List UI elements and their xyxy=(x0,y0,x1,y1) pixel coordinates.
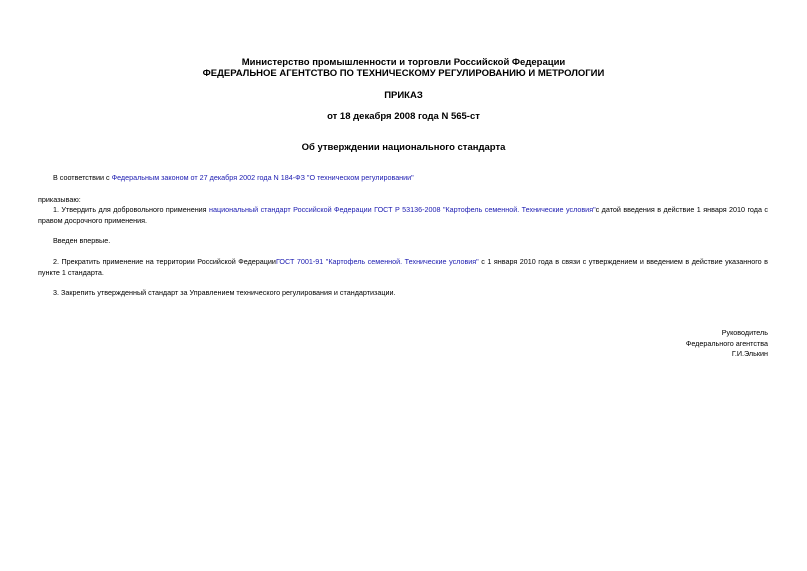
item-1-suffix: с датой введения в действие 1 января 2010 года с правом досрочного применения. xyxy=(38,205,768,225)
gost-7001-91-link[interactable]: ГОСТ 7001-91 "Картофель семенной. Технические условия" xyxy=(275,257,479,266)
agency-title: ФЕДЕРАЛЬНОЕ АГЕНТСТВО ПО ТЕХНИЧЕСКОМУ РЕГУЛИРОВАНИЮ И МЕТРОЛОГИИ xyxy=(202,68,605,79)
gost-r-53136-link[interactable]: национальный стандарт Российской Федерации ГОСТ Р 53136-2008 "Картофель семенной. Технические условия" xyxy=(209,205,596,214)
intro-paragraph xyxy=(53,172,768,183)
ministry-title: Министерство промышленности и торговли Российской Федерации xyxy=(241,57,566,68)
signature-title: Руководитель xyxy=(721,328,768,337)
federal-law-link[interactable]: Федеральным законом от 27 декабря 2002 года N 184-ФЗ "О техническом регулировании" xyxy=(111,173,414,182)
item-2-suffix: с 1 января 2010 года в связи с утверждением и введением в действие указанного в пункте 1 стандарта. xyxy=(38,257,768,277)
signature-name: Г.И.Элькин xyxy=(731,349,768,358)
item-3-paragraph: 3. Закрепить утвержденный стандарт за Управлением технического регулирования и стандартизации. xyxy=(53,288,396,297)
item-1-text: 1. Утвердить для добровольного применения xyxy=(53,205,209,214)
introduced-note: Введен впервые. xyxy=(53,236,111,245)
item-2-text: 2. Прекратить применение на территории Российской Федерации xyxy=(53,257,276,266)
document-subject: Об утверждении национального стандарта xyxy=(301,142,506,153)
intro-text: В соответствии с xyxy=(53,173,112,182)
signature-agency: Федерального агентства xyxy=(685,339,768,348)
item-1-paragraph xyxy=(38,204,768,226)
document-type: ПРИКАЗ xyxy=(384,90,423,101)
order-word: приказываю: xyxy=(38,195,81,204)
document-date: от 18 декабря 2008 года N 565-ст xyxy=(327,111,480,122)
item-2-paragraph xyxy=(38,256,768,278)
